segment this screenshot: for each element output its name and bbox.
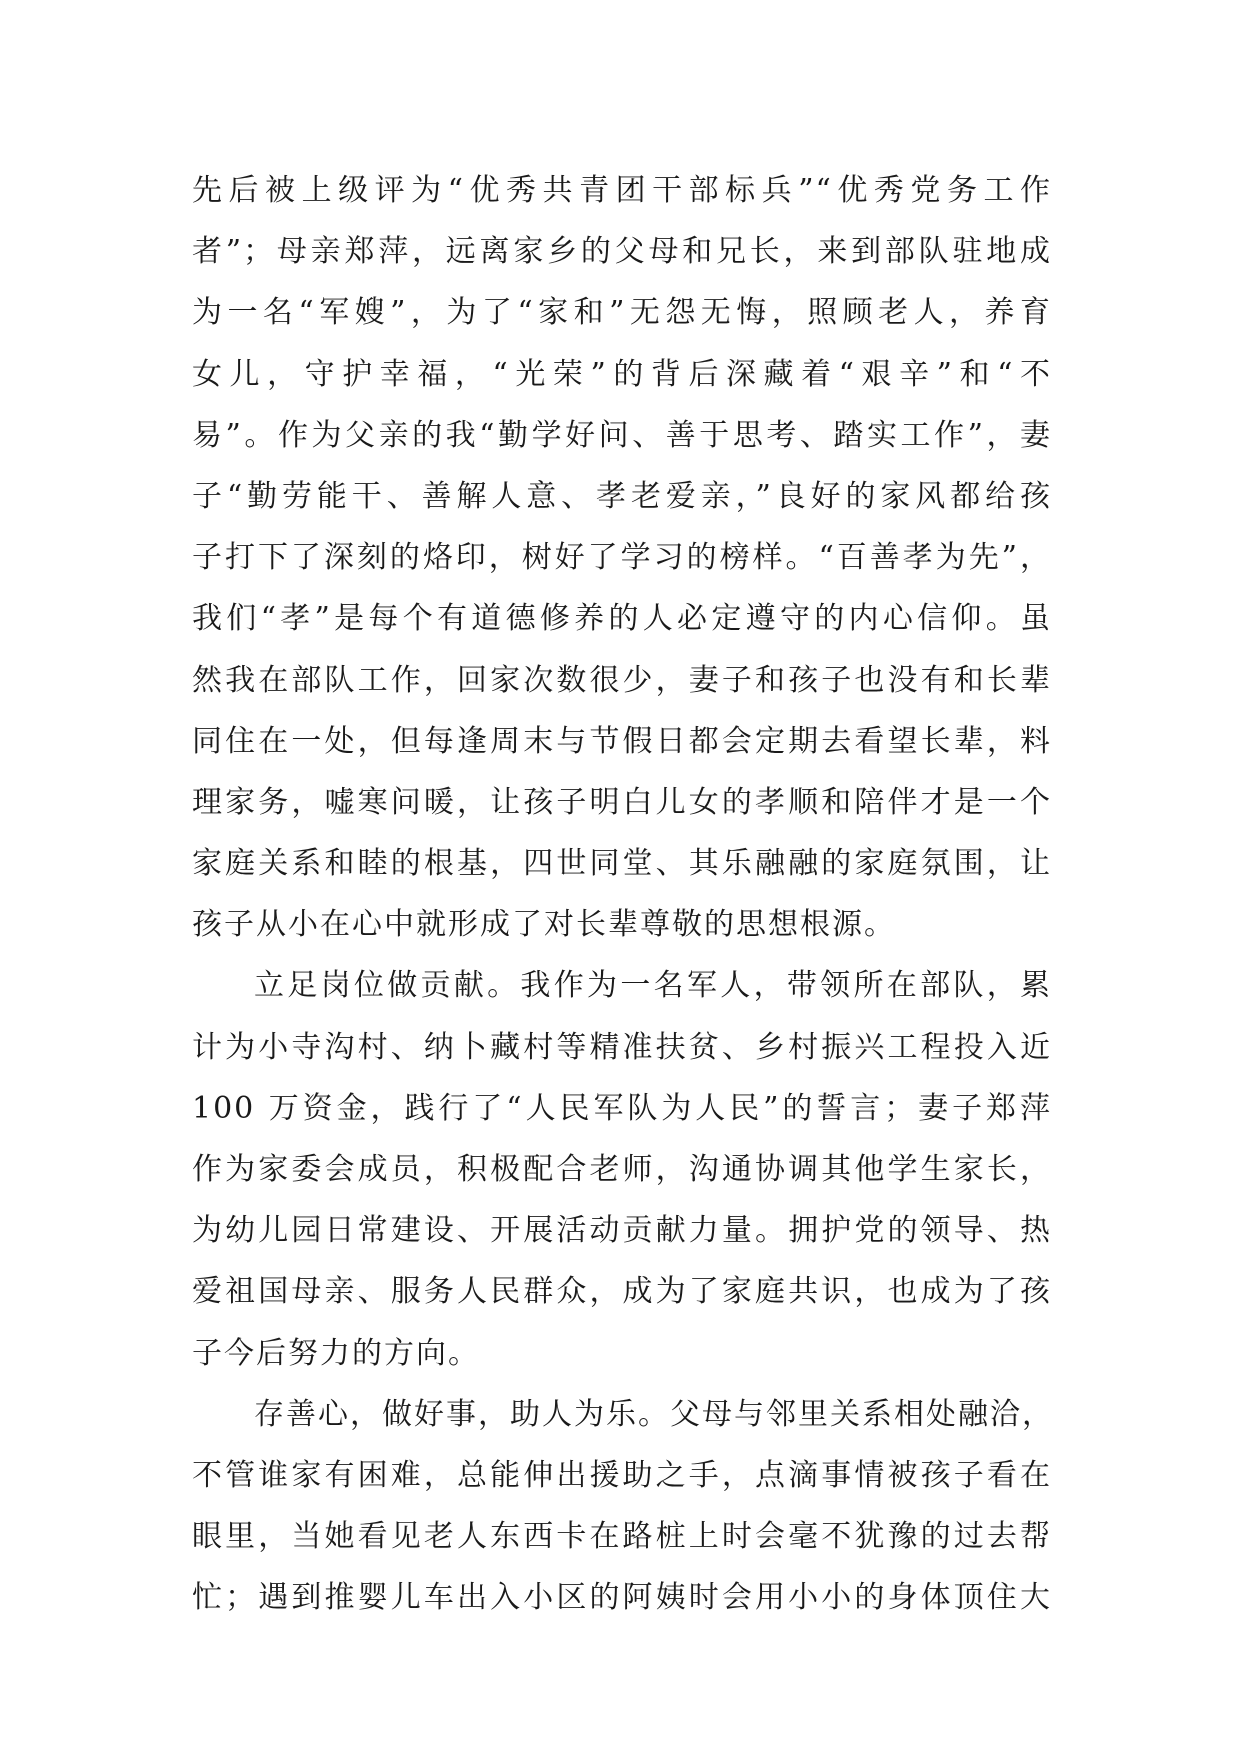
text-line: 易”。作为父亲的我“勤学好问、善于思考、踏实工作”，妻 [192, 417, 1052, 453]
text-line: 子“勤劳能干、善解人意、孝老爱亲，”良好的家风都给孩 [192, 478, 1052, 514]
text-line: 理家务，嘘寒问暖，让孩子明白儿女的孝顺和陪伴才是一个 [192, 784, 1052, 820]
text-line: 同住在一处，但每逢周末与节假日都会定期去看望长辈，料 [192, 723, 1052, 759]
text-line: 计为小寺沟村、纳卜藏村等精准扶贫、乡村振兴工程投入近 [192, 1029, 1052, 1065]
text-line: 然我在部队工作，回家次数很少，妻子和孩子也没有和长辈 [192, 662, 1052, 698]
text-line: 家庭关系和睦的根基，四世同堂、其乐融融的家庭氛围，让 [192, 846, 1052, 882]
text-line: 忙；遇到推婴儿车出入小区的阿姨时会用小小的身体顶住大 [192, 1580, 1052, 1616]
paragraph-first-line: 存善心，做好事，助人为乐。父母与邻里关系相处融洽， [254, 1396, 1054, 1432]
text-line: 100 万资金，践行了“人民军队为人民”的誓言；妻子郑萍 [192, 1090, 1052, 1126]
text-line: 为幼儿园日常建设、开展活动贡献力量。拥护党的领导、热 [192, 1213, 1052, 1249]
text-line: 作为家委会成员，积极配合老师，沟通协调其他学生家长， [192, 1152, 1052, 1187]
paragraph-first-line: 立足岗位做贡献。我作为一名军人，带领所在部队，累 [254, 968, 1052, 1004]
text-line: 先后被上级评为“优秀共青团干部标兵”“优秀党务工作 [192, 173, 1052, 208]
text-line: 爱祖国母亲、服务人民群众，成为了家庭共识，也成为了孩 [192, 1274, 1052, 1310]
text-line: 眼里，当她看见老人东西卡在路桩上时会毫不犹豫的过去帮 [192, 1519, 1052, 1555]
text-line: 为一名“军嫂”，为了“家和”无怨无悔，照顾老人，养育 [192, 295, 1052, 331]
text-line: 子今后努力的方向。 [192, 1335, 480, 1371]
text-line: 不管谁家有困难，总能伸出援助之手，点滴事情被孩子看在 [192, 1457, 1052, 1493]
text-line: 孩子从小在心中就形成了对长辈尊敬的思想根源。 [192, 907, 896, 943]
body-text [192, 160, 1052, 1629]
text-line: 者”；母亲郑萍，远离家乡的父母和兄长，来到部队驻地成 [192, 234, 1052, 270]
text-line: 女儿，守护幸福，“光荣”的背后深藏着“艰辛”和“不 [192, 356, 1052, 392]
text-line: 我们“孝”是每个有道德修养的人必定遵守的内心信仰。虽 [192, 601, 1052, 637]
text-line: 子打下了深刻的烙印，树好了学习的榜样。“百善孝为先”， [192, 540, 1052, 576]
